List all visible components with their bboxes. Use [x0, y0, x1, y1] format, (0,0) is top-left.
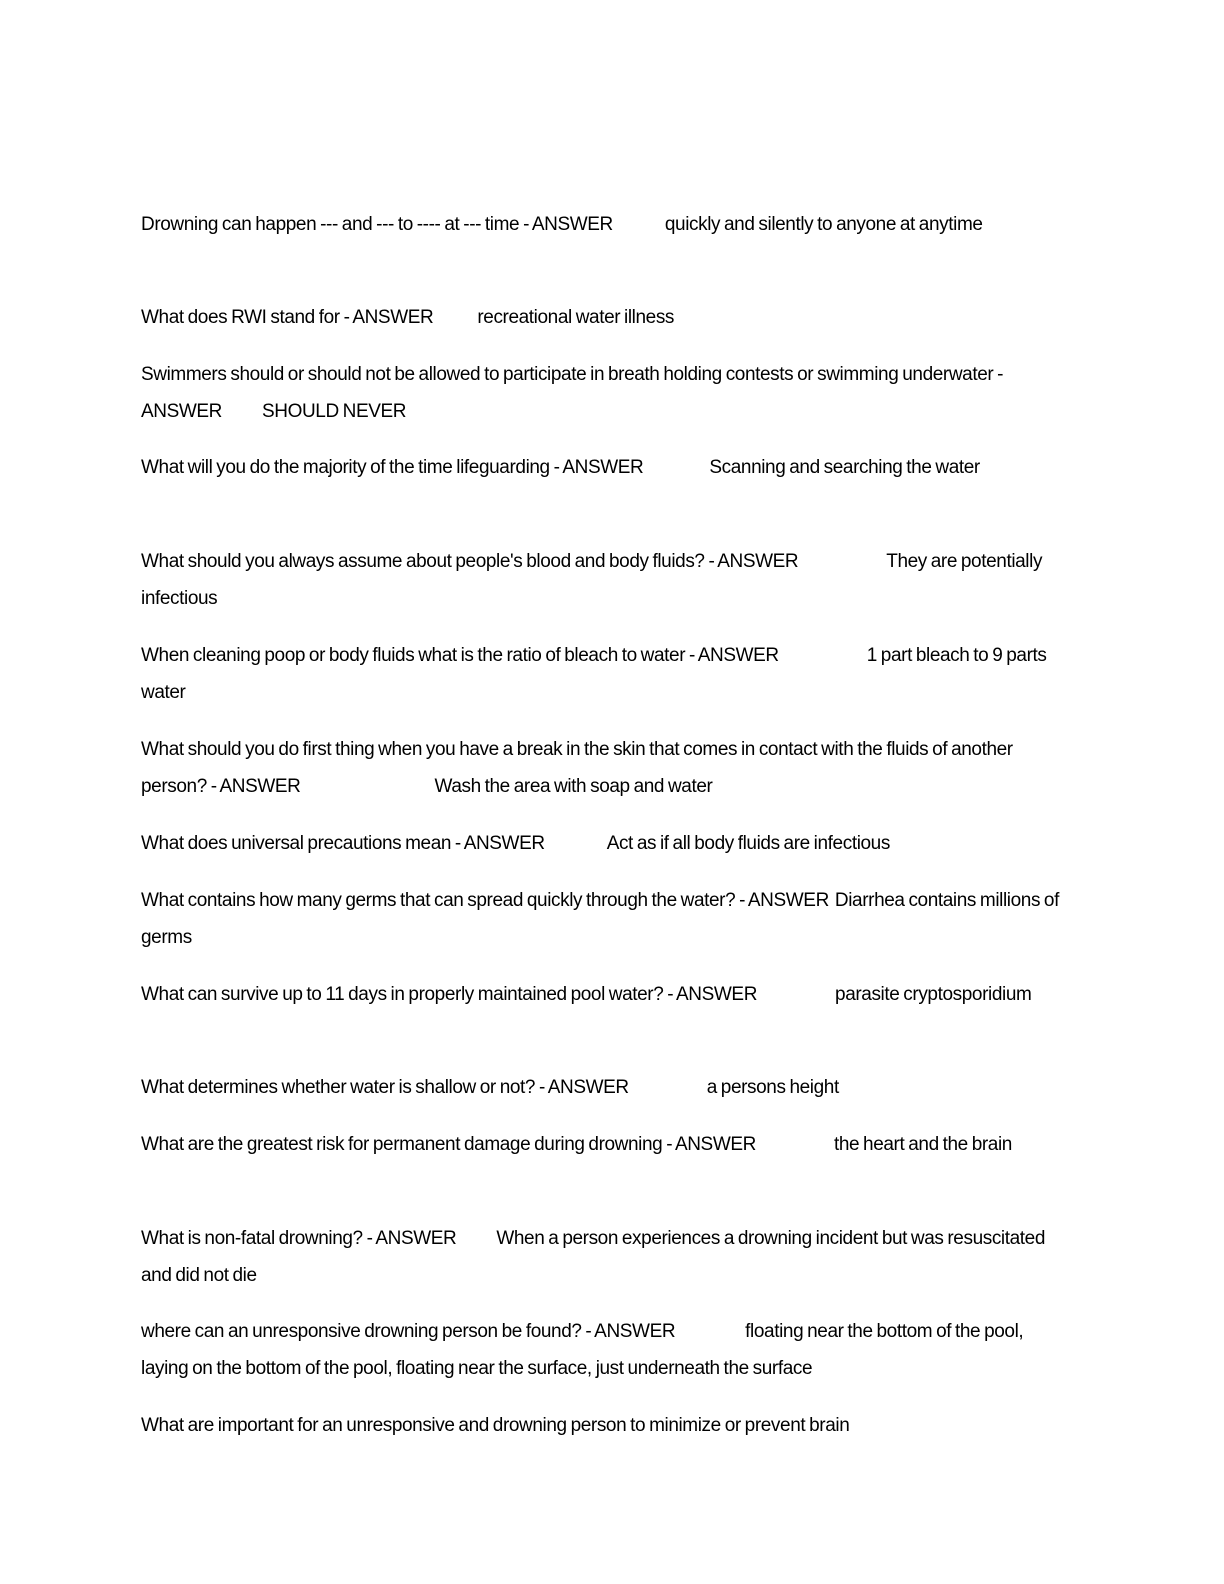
qa-entry — [141, 206, 1071, 243]
qa-entry — [141, 976, 1071, 1013]
answer-text: SHOULD NEVER — [262, 401, 407, 422]
question-text: What contains how many germs that can spread quickly through the water? - ANSWER — [141, 890, 829, 911]
question-text: What can survive up to 11 days in properly maintained pool water? - ANSWER — [141, 984, 758, 1005]
answer-text: Act as if all body fluids are infectious — [606, 833, 890, 854]
question-text: Swimmers should or should not be allowed to participate in breath holding contests or swimming underwater - ANSWER — [141, 364, 1004, 422]
question-text: What does universal precautions mean - ANSWER — [141, 833, 545, 854]
qa-entry — [141, 356, 1071, 430]
question-text: What determines whether water is shallow or not? - ANSWER — [141, 1077, 629, 1098]
answer-text: 1 part bleach to 9 parts water — [141, 645, 1047, 703]
qa-entry — [141, 882, 1071, 956]
question-text: Drowning can happen --- and --- to ---- at --- time - ANSWER — [141, 214, 613, 235]
qa-entry — [141, 731, 1071, 805]
qa-entry — [141, 1407, 1071, 1444]
question-text: What is non-fatal drowning? - ANSWER — [141, 1228, 457, 1249]
qa-entry — [141, 1069, 1071, 1106]
qa-entry — [141, 1220, 1071, 1294]
question-text: What does RWI stand for - ANSWER — [141, 307, 434, 328]
question-text: What are important for an unresponsive and drowning person to minimize or prevent brain — [141, 1415, 850, 1436]
answer-text: a persons height — [706, 1077, 839, 1098]
qa-entry — [141, 1313, 1071, 1387]
answer-text: quickly and silently to anyone at anytime — [664, 214, 983, 235]
answer-text: recreational water illness — [477, 307, 675, 328]
answer-text: floating near the bottom of the pool, laying on the bottom of the pool, floating near the surface, just underneath the surface — [141, 1321, 1024, 1379]
question-text: What will you do the majority of the time lifeguarding - ANSWER — [141, 457, 644, 478]
answer-text: parasite cryptosporidium — [835, 984, 1032, 1005]
question-text: When cleaning poop or body fluids what is the ratio of bleach to water - ANSWER — [141, 645, 779, 666]
answer-text: They are potentially infectious — [141, 551, 1043, 609]
answer-text: Wash the area with soap and water — [434, 776, 713, 797]
qa-entry — [141, 637, 1071, 711]
qa-entry — [141, 449, 1071, 486]
answer-text: the heart and the brain — [833, 1134, 1012, 1155]
question-text: What should you do first thing when you have a break in the skin that comes in contact with the fluids of another person? - ANSWER — [141, 739, 1013, 797]
question-text: What should you always assume about people's blood and body fluids? - ANSWER — [141, 551, 799, 572]
qa-entry — [141, 825, 1071, 862]
question-text: What are the greatest risk for permanent damage during drowning - ANSWER — [141, 1134, 756, 1155]
qa-entry — [141, 543, 1071, 617]
answer-text: Scanning and searching the water — [709, 457, 980, 478]
qa-entry — [141, 299, 1071, 336]
answer-text: Diarrhea contains millions of germs — [141, 890, 1059, 948]
answer-text: When a person experiences a drowning incident but was resuscitated and did not die — [141, 1228, 1046, 1286]
qa-entry — [141, 1126, 1071, 1163]
question-text: where can an unresponsive drowning person be found? - ANSWER — [141, 1321, 676, 1342]
